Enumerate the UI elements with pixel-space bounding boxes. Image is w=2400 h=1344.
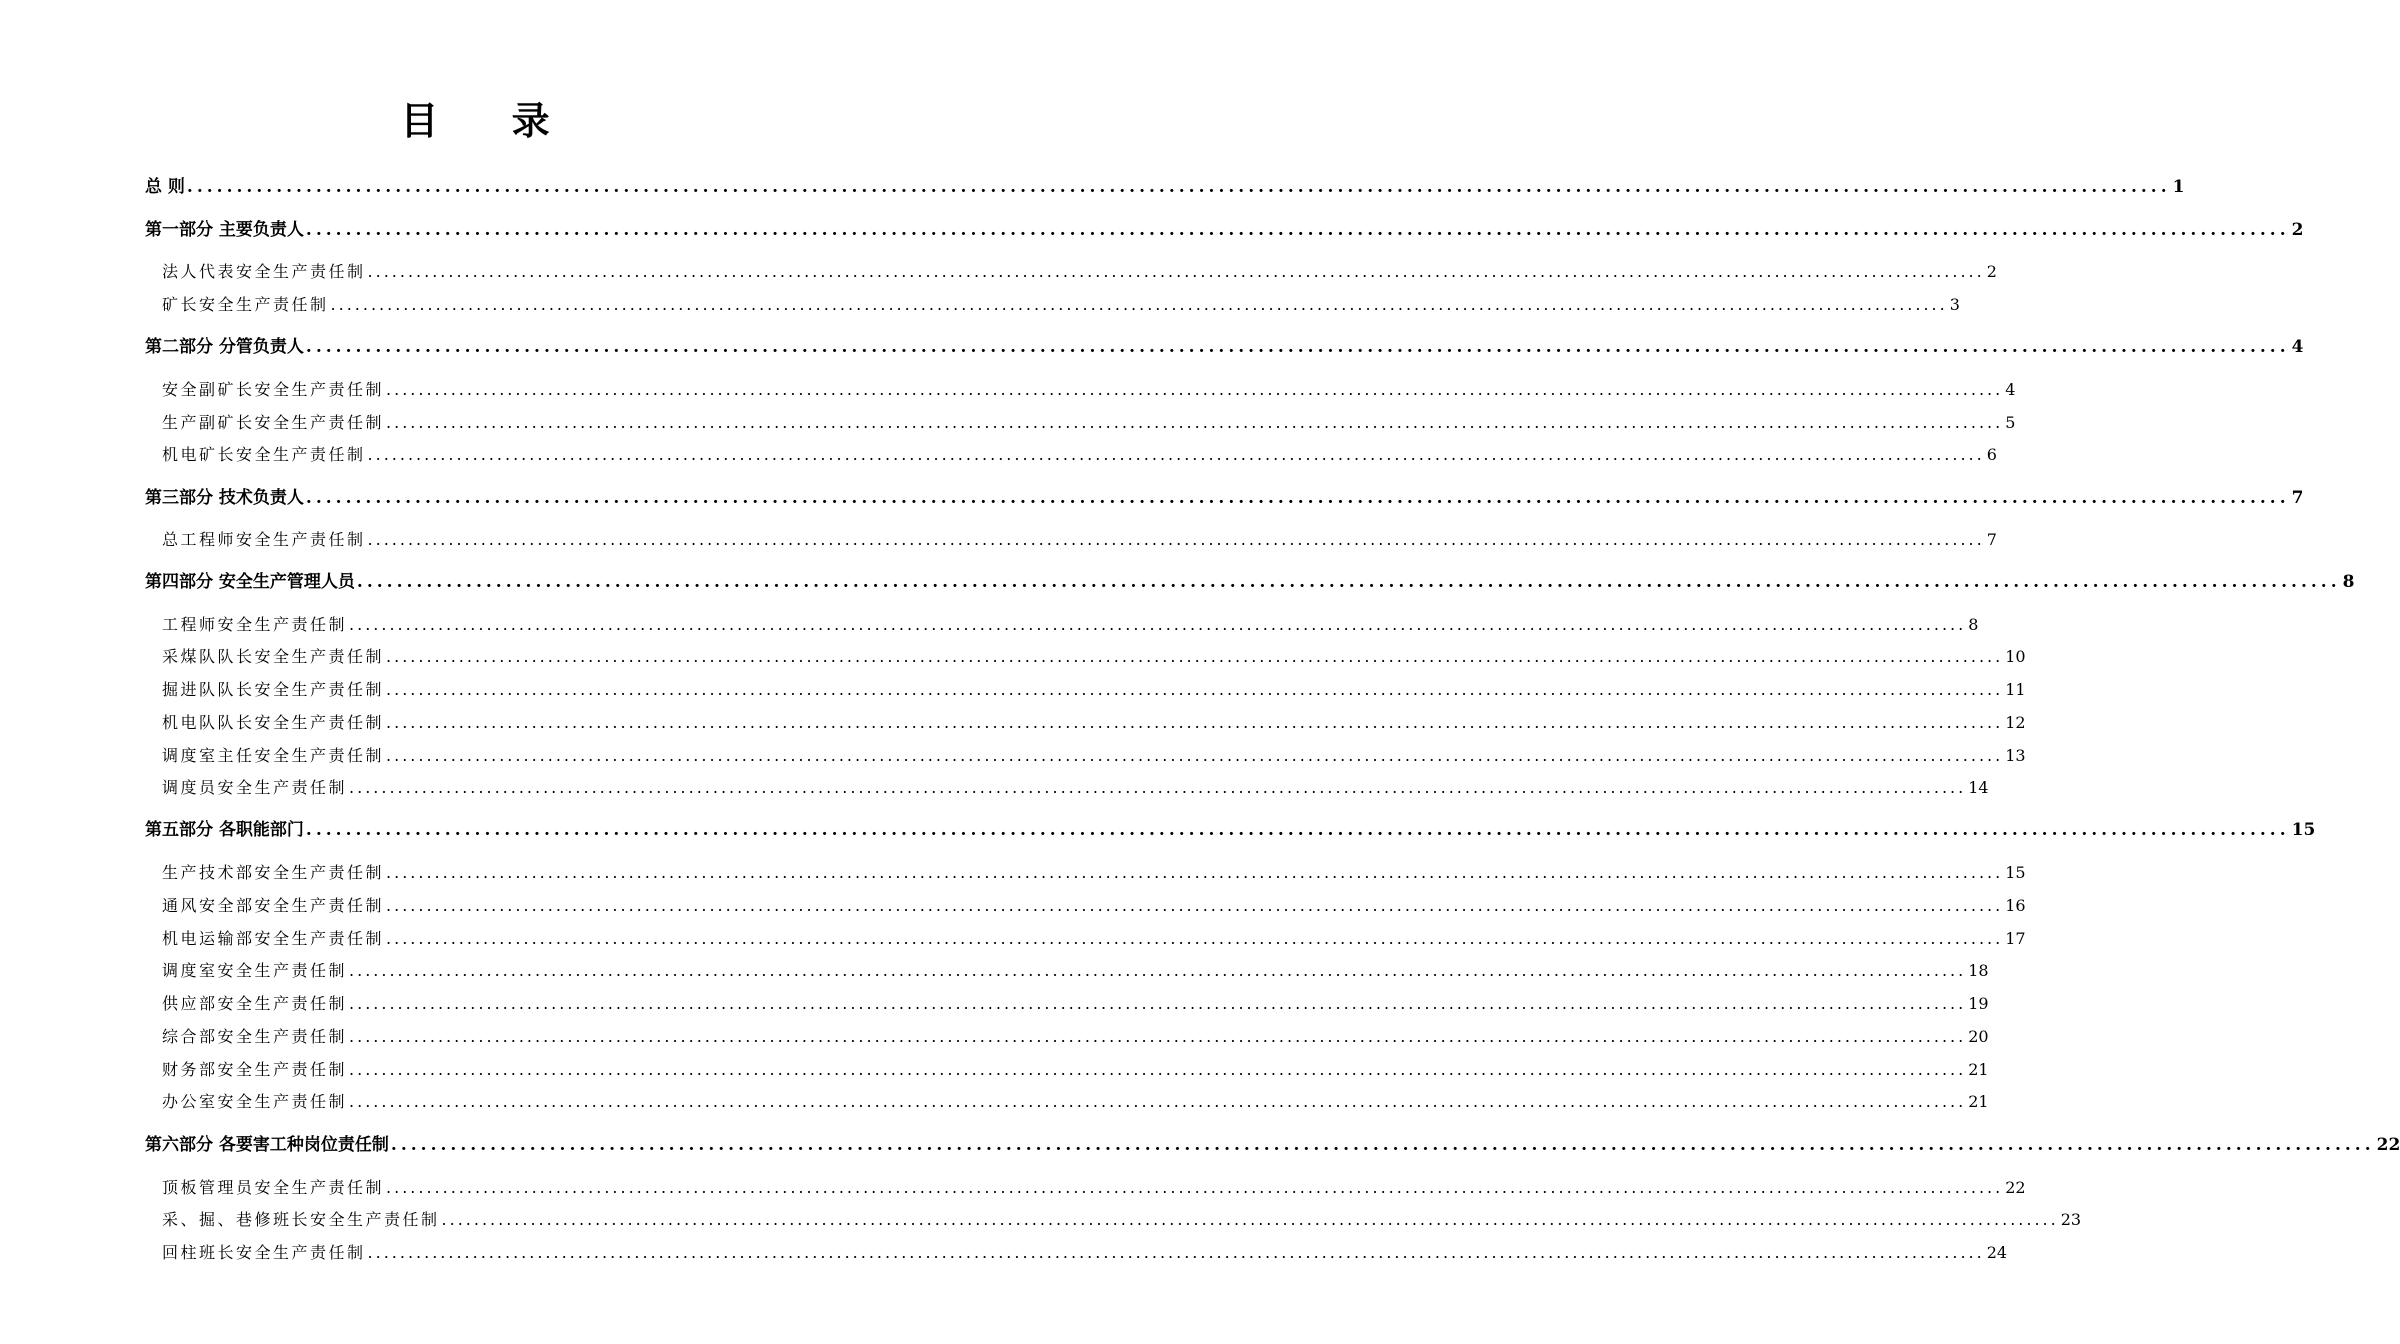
toc-section[interactable] bbox=[145, 570, 2355, 594]
toc-page-number: 15 bbox=[2005, 863, 2026, 882]
toc-item[interactable] bbox=[162, 1090, 1989, 1114]
toc-leader-dots: ........................................................................................................................................................................................................ bbox=[349, 615, 1967, 634]
toc-page-number: 8 bbox=[1968, 615, 1979, 634]
toc-leader-dots: ........................................................................................................................................................................................................ bbox=[349, 1092, 1967, 1111]
toc-item[interactable] bbox=[162, 411, 2016, 435]
toc-page-number: 11 bbox=[2005, 680, 2026, 699]
toc-item[interactable] bbox=[162, 613, 1979, 637]
toc-leader-dots: ........................................................................................................................................................................................................ bbox=[356, 572, 2341, 592]
toc-entry-label: 生产副矿长安全生产责任制 bbox=[162, 413, 385, 432]
toc-leader-dots: ........................................................................................................................................................................................................ bbox=[186, 177, 2171, 197]
toc-entry-label: 总 则 bbox=[145, 177, 185, 197]
toc-section[interactable] bbox=[145, 175, 2185, 199]
toc-entry-label: 总工程师安全生产责任制 bbox=[162, 530, 366, 549]
page-title: 目 录 bbox=[400, 98, 580, 143]
toc-entry-label: 采煤队队长安全生产责任制 bbox=[162, 647, 385, 666]
toc-page-number: 17 bbox=[2005, 929, 2026, 948]
toc-item[interactable] bbox=[162, 528, 1997, 552]
toc-item[interactable] bbox=[162, 645, 2026, 669]
toc-leader-dots: ........................................................................................................................................................................................................ bbox=[367, 445, 1985, 464]
toc-entry-label: 供应部安全生产责任制 bbox=[162, 994, 348, 1013]
toc-entry-label: 采、掘、巷修班长安全生产责任制 bbox=[162, 1210, 440, 1229]
toc-item[interactable] bbox=[162, 443, 1997, 467]
toc-leader-dots: ........................................................................................................................................................................................................ bbox=[386, 929, 2004, 948]
toc-page-number: 12 bbox=[2005, 713, 2026, 732]
toc-entry-label: 生产技术部安全生产责任制 bbox=[162, 863, 385, 882]
toc-page-number: 7 bbox=[2291, 488, 2304, 508]
toc-leader-dots: ........................................................................................................................................................................................................ bbox=[386, 413, 2004, 432]
toc-page-number: 3 bbox=[1949, 295, 1960, 314]
toc-entry-label: 机电矿长安全生产责任制 bbox=[162, 445, 366, 464]
toc-leader-dots: ........................................................................................................................................................................................................ bbox=[349, 994, 1967, 1013]
toc-page-number: 21 bbox=[1968, 1060, 1989, 1079]
toc-item[interactable] bbox=[162, 1025, 1989, 1049]
toc-leader-dots: ........................................................................................................................................................................................................ bbox=[305, 488, 2290, 508]
toc-leader-dots: ........................................................................................................................................................................................................ bbox=[367, 262, 1985, 281]
toc-page-number: 20 bbox=[1968, 1027, 1989, 1046]
toc-page-number: 24 bbox=[1986, 1243, 2008, 1262]
toc-item[interactable] bbox=[162, 959, 1989, 983]
toc-page-number: 1 bbox=[2172, 177, 2185, 197]
toc-item[interactable] bbox=[162, 1058, 1989, 1082]
toc-leader-dots: ........................................................................................................................................................................................................ bbox=[386, 863, 2004, 882]
toc-leader-dots: ........................................................................................................................................................................................................ bbox=[386, 380, 2004, 399]
toc-item[interactable] bbox=[162, 260, 1997, 284]
toc-leader-dots: ........................................................................................................................................................................................................ bbox=[367, 1243, 1985, 1262]
toc-page-number: 8 bbox=[2342, 572, 2355, 592]
toc-entry-label: 第一部分 主要负责人 bbox=[145, 220, 304, 240]
toc-item[interactable] bbox=[162, 1176, 2026, 1200]
toc-page-number: 18 bbox=[1968, 961, 1989, 980]
toc-item[interactable] bbox=[162, 894, 2026, 918]
toc-leader-dots: ........................................................................................................................................................................................................ bbox=[330, 295, 1948, 314]
toc-entry-label: 调度室安全生产责任制 bbox=[162, 961, 348, 980]
toc-page-number: 21 bbox=[1968, 1092, 1989, 1111]
toc-entry-label: 工程师安全生产责任制 bbox=[162, 615, 348, 634]
toc-page-number: 7 bbox=[1986, 530, 1997, 549]
toc-page-number: 10 bbox=[2005, 647, 2026, 666]
toc-page-number: 4 bbox=[2005, 380, 2016, 399]
toc-leader-dots: ........................................................................................................................................................................................................ bbox=[386, 680, 2004, 699]
toc-entry-label: 第六部分 各要害工种岗位责任制 bbox=[145, 1135, 389, 1155]
toc-leader-dots: ........................................................................................................................................................................................................ bbox=[349, 961, 1967, 980]
toc-leader-dots: ........................................................................................................................................................................................................ bbox=[349, 778, 1967, 797]
toc-entry-label: 综合部安全生产责任制 bbox=[162, 1027, 348, 1046]
toc-entry-label: 机电队队长安全生产责任制 bbox=[162, 713, 385, 732]
toc-leader-dots: ........................................................................................................................................................................................................ bbox=[305, 820, 2290, 840]
toc-entry-label: 办公室安全生产责任制 bbox=[162, 1092, 348, 1111]
toc-item[interactable] bbox=[162, 1241, 2008, 1265]
toc-item[interactable] bbox=[162, 861, 2026, 885]
toc-leader-dots: ........................................................................................................................................................................................................ bbox=[305, 220, 2290, 240]
toc-section[interactable] bbox=[145, 818, 2316, 842]
toc-item[interactable] bbox=[162, 1208, 2082, 1232]
toc-section[interactable] bbox=[145, 1133, 2400, 1157]
toc-leader-dots: ........................................................................................................................................................................................................ bbox=[386, 746, 2004, 765]
toc-leader-dots: ........................................................................................................................................................................................................ bbox=[305, 337, 2290, 357]
toc-entry-label: 调度室主任安全生产责任制 bbox=[162, 746, 385, 765]
toc-entry-label: 矿长安全生产责任制 bbox=[162, 295, 329, 314]
toc-page-number: 16 bbox=[2005, 896, 2026, 915]
toc-entry-label: 财务部安全生产责任制 bbox=[162, 1060, 348, 1079]
toc-entry-label: 通风安全部安全生产责任制 bbox=[162, 896, 385, 915]
toc-item[interactable] bbox=[162, 776, 1989, 800]
toc-leader-dots: ........................................................................................................................................................................................................ bbox=[386, 896, 2004, 915]
toc-page-number: 4 bbox=[2291, 337, 2304, 357]
toc-leader-dots: ........................................................................................................................................................................................................ bbox=[349, 1060, 1967, 1079]
toc-section[interactable] bbox=[145, 335, 2304, 359]
toc-page-number: 6 bbox=[1986, 445, 1997, 464]
toc-leader-dots: ........................................................................................................................................................................................................ bbox=[367, 530, 1985, 549]
toc-item[interactable] bbox=[162, 744, 2026, 768]
toc-item[interactable] bbox=[162, 678, 2026, 702]
toc-page-number: 2 bbox=[2291, 220, 2304, 240]
toc-item[interactable] bbox=[162, 293, 1960, 317]
toc-entry-label: 第三部分 技术负责人 bbox=[145, 488, 304, 508]
toc-section[interactable] bbox=[145, 218, 2304, 242]
toc-section[interactable] bbox=[145, 486, 2304, 510]
toc-page-number: 23 bbox=[2060, 1210, 2082, 1229]
toc-item[interactable] bbox=[162, 927, 2026, 951]
toc-item[interactable] bbox=[162, 378, 2016, 402]
toc-page-number: 5 bbox=[2005, 413, 2016, 432]
toc-page-number: 13 bbox=[2005, 746, 2026, 765]
toc-entry-label: 安全副矿长安全生产责任制 bbox=[162, 380, 385, 399]
toc-entry-label: 顶板管理员安全生产责任制 bbox=[162, 1178, 385, 1197]
toc-page-number: 22 bbox=[2376, 1135, 2400, 1155]
toc-entry-label: 回柱班长安全生产责任制 bbox=[162, 1243, 366, 1262]
toc-leader-dots: ........................................................................................................................................................................................................ bbox=[386, 647, 2004, 666]
toc-page-number: 19 bbox=[1968, 994, 1989, 1013]
toc-leader-dots: ........................................................................................................................................................................................................ bbox=[349, 1027, 1967, 1046]
toc-item[interactable] bbox=[162, 992, 1989, 1016]
toc-page-number: 14 bbox=[1968, 778, 1989, 797]
toc-entry-label: 机电运输部安全生产责任制 bbox=[162, 929, 385, 948]
toc-item[interactable] bbox=[162, 711, 2026, 735]
toc-entry-label: 第二部分 分管负责人 bbox=[145, 337, 304, 357]
toc-page-number: 2 bbox=[1986, 262, 1997, 281]
toc-entry-label: 第五部分 各职能部门 bbox=[145, 820, 304, 840]
toc-entry-label: 法人代表安全生产责任制 bbox=[162, 262, 366, 281]
toc-leader-dots: ........................................................................................................................................................................................................ bbox=[386, 1178, 2004, 1197]
toc-page-number: 22 bbox=[2005, 1178, 2026, 1197]
toc-page-number: 15 bbox=[2291, 820, 2316, 840]
toc-entry-label: 调度员安全生产责任制 bbox=[162, 778, 348, 797]
toc-leader-dots: ........................................................................................................................................................................................................ bbox=[441, 1210, 2059, 1229]
toc-entry-label: 第四部分 安全生产管理人员 bbox=[145, 572, 355, 592]
toc-entry-label: 掘进队队长安全生产责任制 bbox=[162, 680, 385, 699]
toc-leader-dots: ........................................................................................................................................................................................................ bbox=[386, 713, 2004, 732]
toc-leader-dots: ........................................................................................................................................................................................................ bbox=[390, 1135, 2375, 1155]
